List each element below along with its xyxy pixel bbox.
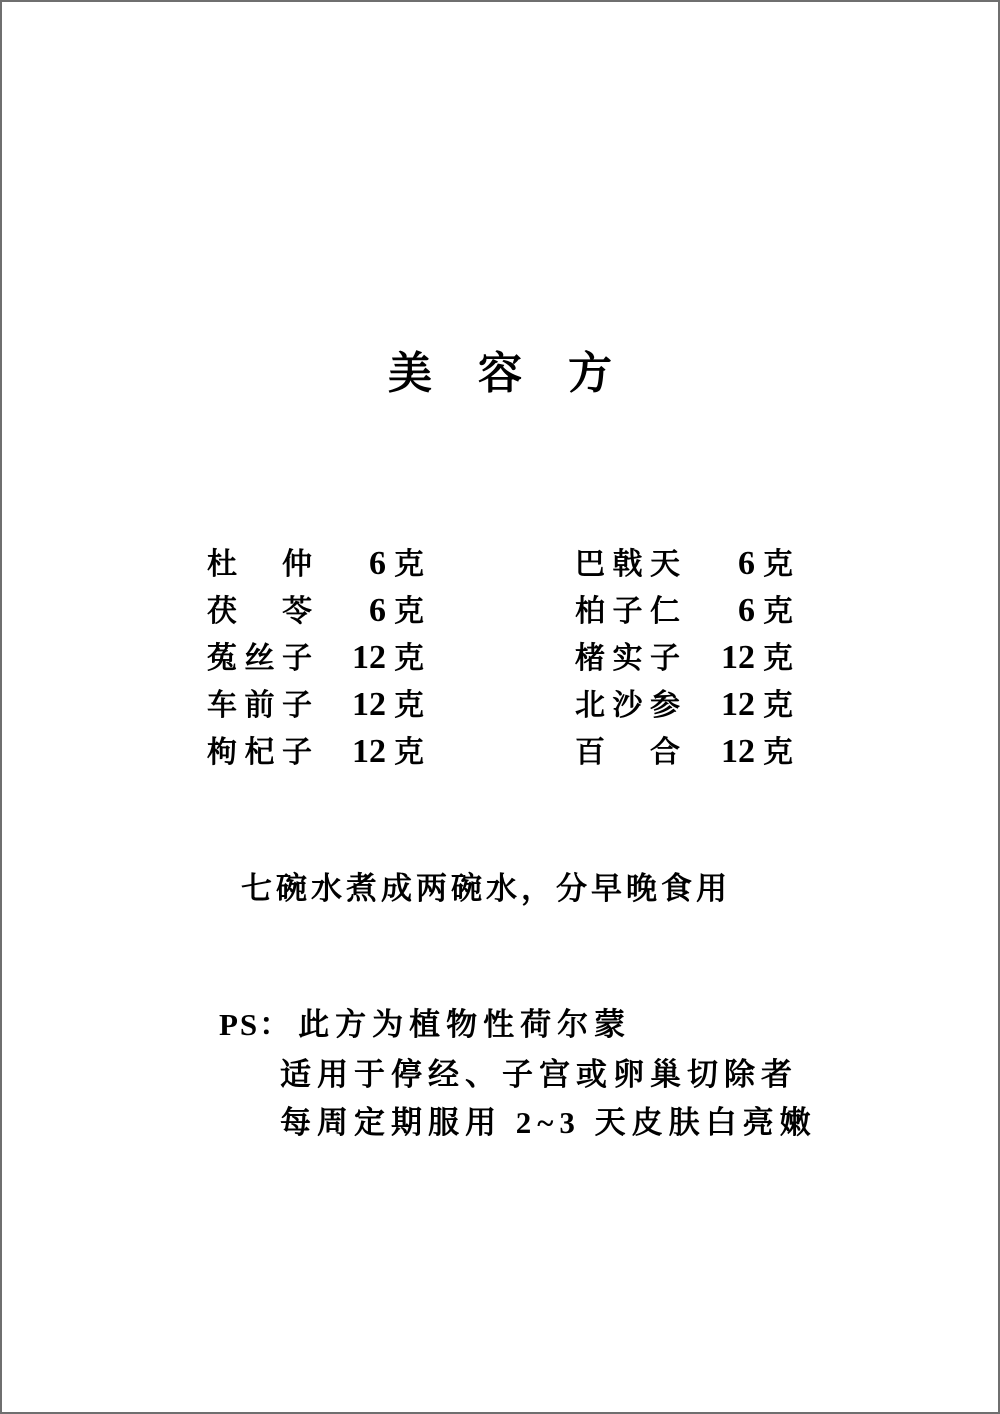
ingredient-row: [207, 634, 793, 681]
herb-name: 杜仲: [207, 548, 312, 581]
ps-note-text: 此方为植物性荷尔蒙: [298, 1007, 632, 1042]
ps-note-line: 每周定期服用 2~3 天皮肤白亮嫩: [280, 1105, 817, 1140]
herb-quantity: [708, 540, 793, 588]
herb-unit: 克: [763, 595, 793, 628]
herb-unit: 克: [394, 548, 424, 581]
herb-quantity: [708, 728, 793, 776]
herb-unit: 克: [394, 689, 424, 722]
ingredient-row: [207, 540, 793, 587]
herb-amount: 12: [721, 686, 755, 723]
herb-unit: 克: [394, 595, 424, 628]
page-title: 美容方: [388, 349, 658, 398]
herb-unit: 克: [763, 689, 793, 722]
herb-amount: 12: [352, 733, 386, 770]
herb-unit: 克: [763, 642, 793, 675]
herb-quantity: [340, 587, 424, 635]
herb-amount: 6: [369, 592, 386, 629]
herb-name: 百合: [575, 736, 680, 769]
herb-amount: 12: [721, 639, 755, 676]
herb-unit: 克: [394, 736, 424, 769]
herb-amount: 6: [738, 545, 755, 582]
herb-unit: 克: [394, 642, 424, 675]
herb-unit: 克: [763, 548, 793, 581]
herb-quantity: [708, 681, 793, 729]
herb-quantity: [340, 681, 424, 729]
herb-name: 枸杞子: [207, 736, 312, 769]
ingredient-table: [207, 540, 793, 775]
ps-label: PS：: [219, 1007, 293, 1042]
herb-name: 巴戟天: [575, 548, 680, 581]
herb-amount: 12: [352, 686, 386, 723]
ingredient-row: [207, 681, 793, 728]
herb-amount: 6: [369, 545, 386, 582]
herb-quantity: [340, 728, 424, 776]
ps-note-line: [219, 1006, 631, 1043]
herb-amount: 6: [738, 592, 755, 629]
ingredient-row: [207, 587, 793, 634]
herb-amount: 12: [352, 639, 386, 676]
herb-quantity: [708, 587, 793, 635]
herb-quantity: [708, 634, 793, 682]
herb-name: 北沙参: [575, 689, 680, 722]
herb-name: 柏子仁: [575, 595, 680, 628]
ps-note-line: 适用于停经、子宫或卵巢切除者: [280, 1057, 798, 1092]
herb-amount: 12: [721, 733, 755, 770]
usage-instruction: 七碗水煮成两碗水，分早晚食用: [241, 871, 731, 906]
herb-unit: 克: [763, 736, 793, 769]
ingredient-row: [207, 728, 793, 775]
herb-name: 楮实子: [575, 642, 680, 675]
herb-quantity: [340, 540, 424, 588]
herb-name: 茯苓: [207, 595, 312, 628]
herb-name: 车前子: [207, 689, 312, 722]
herb-name: 菟丝子: [207, 642, 312, 675]
herb-quantity: [340, 634, 424, 682]
